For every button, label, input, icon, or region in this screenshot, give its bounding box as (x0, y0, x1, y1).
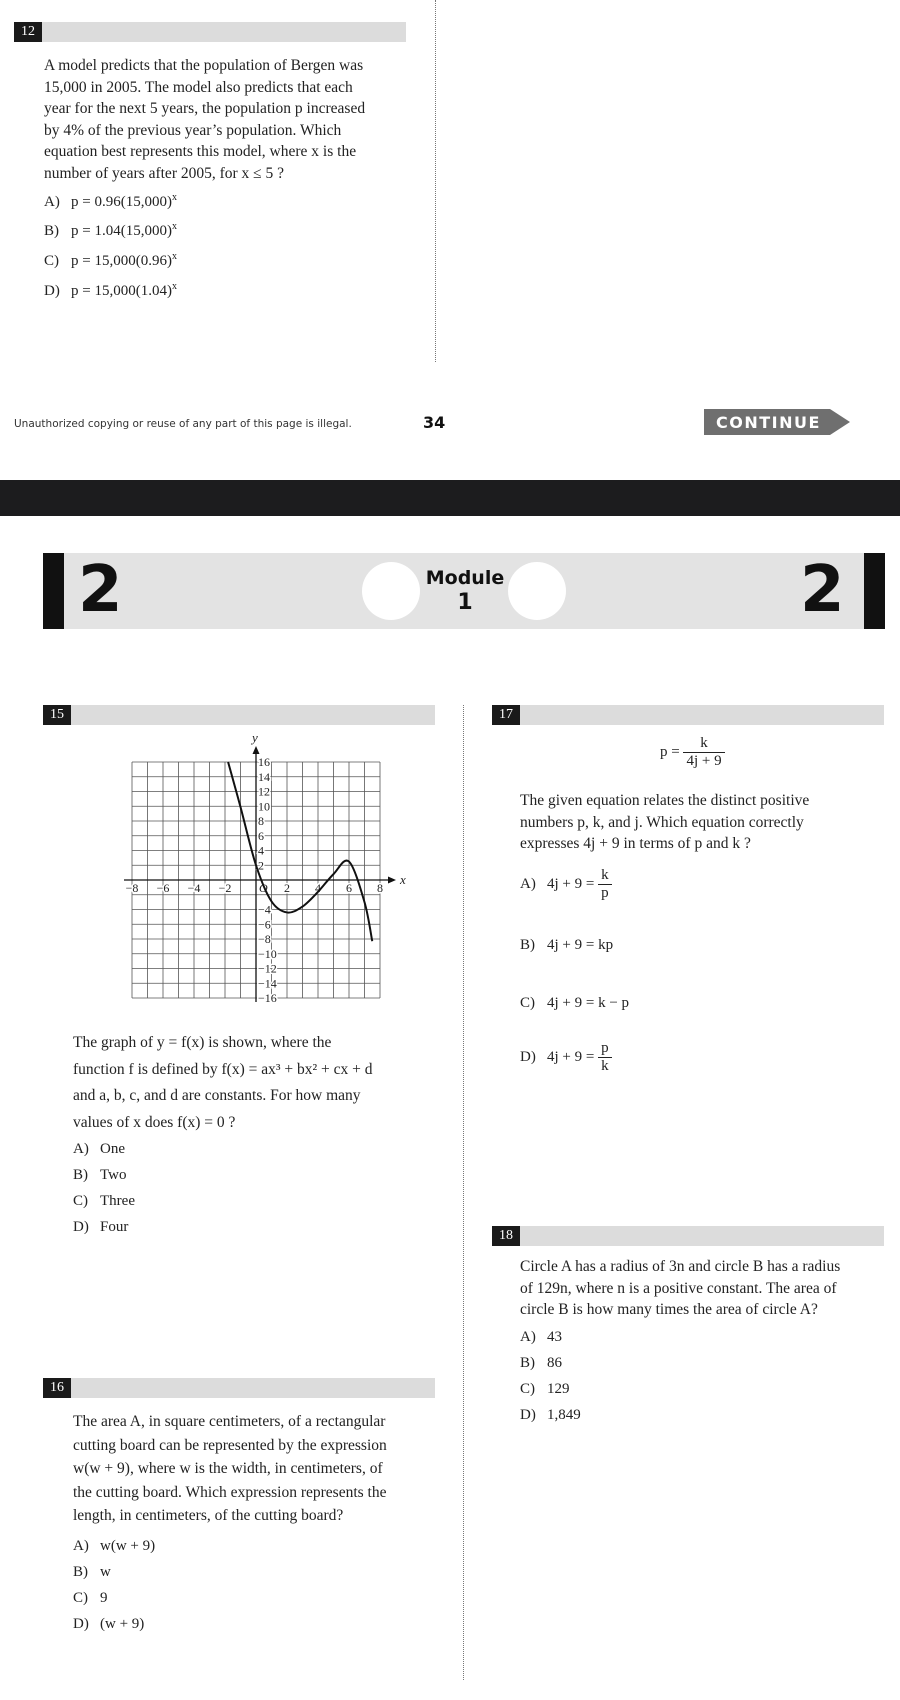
q18-header-bar (492, 1226, 884, 1246)
x-tick-label: −2 (218, 881, 232, 895)
q17-given-equation (660, 735, 725, 770)
y-tick-label: −14 (258, 976, 277, 991)
equation-lhs: p = (660, 744, 680, 760)
fraction-numerator: k (598, 867, 612, 885)
choice-letter: A) (73, 1141, 89, 1157)
q18-line: of 129n, where n is a positive constant. The area of (520, 1279, 837, 1297)
y-tick-label: −12 (258, 961, 277, 976)
choice-fraction (598, 867, 612, 902)
choice-exponent: x (171, 192, 177, 203)
choice-letter: D) (520, 1049, 536, 1065)
q18-line: Circle A has a radius of 3n and circle B has a radius (520, 1258, 841, 1275)
x-tick-label: 2 (284, 881, 290, 895)
q16-line: w(w + 9), where w is the width, in centimeters, of (73, 1460, 383, 1477)
choice-letter: A) (73, 1538, 89, 1554)
x-tick-label: −8 (125, 881, 139, 895)
y-tick-label: 14 (258, 769, 270, 784)
choice-letter: B) (44, 223, 59, 239)
choice-exponent: x (171, 251, 177, 262)
bottom-column-divider (463, 705, 464, 1680)
fraction-numerator: k (683, 735, 724, 753)
f-of-x-curve (228, 762, 372, 941)
y-tick-label: 10 (258, 799, 270, 814)
section-number-right: 2 (800, 553, 845, 627)
copyright-notice: Unauthorized copying or reuse of any part of this page is illegal. (14, 418, 352, 430)
choice-exponent: x (171, 281, 177, 292)
choice-letter: A) (520, 876, 536, 892)
choice-letter: C) (73, 1590, 88, 1606)
graph-curve-layer (228, 762, 372, 941)
q15-graph (112, 730, 406, 1010)
x-tick-label: 8 (377, 881, 383, 895)
choice-letter: B) (520, 937, 535, 953)
equation-fraction (683, 735, 724, 770)
q15-header-bar (43, 705, 435, 725)
q12-stem (44, 55, 414, 184)
fraction-denominator: k (601, 1058, 609, 1074)
q18-choice-a[interactable] (520, 1329, 562, 1346)
q12-choice-d[interactable] (44, 281, 177, 300)
choice-text: 9 (100, 1590, 108, 1606)
choice-text: 86 (547, 1355, 562, 1371)
choice-text: w (100, 1564, 111, 1580)
q15-choice-a[interactable] (73, 1141, 125, 1158)
q16-number: 16 (43, 1378, 71, 1398)
choice-text: 4j + 9 = k − p (547, 995, 630, 1011)
q16-line: cutting board can be represented by the expression (73, 1436, 387, 1454)
q16-choice-c[interactable] (73, 1590, 108, 1607)
continue-button[interactable] (704, 405, 850, 439)
y-tick-label: 4 (258, 843, 264, 858)
q16-line: The area A, in square centimeters, of a rectangular (73, 1413, 386, 1430)
y-tick-label: −10 (258, 946, 277, 961)
y-tick-label: 6 (258, 828, 264, 843)
q15-choice-c[interactable] (73, 1193, 135, 1210)
q17-choice-b[interactable] (520, 937, 613, 954)
choice-lhs: 4j + 9 = (547, 876, 595, 892)
q12-line: by 4% of the previous year’s population. Which (44, 121, 342, 139)
q17-number: 17 (492, 705, 520, 725)
origin-label: O (259, 881, 268, 895)
module-number: 1 (457, 590, 473, 615)
x-tick-label: 4 (315, 881, 321, 895)
q18-choice-d[interactable] (520, 1407, 581, 1424)
fraction-numerator: p (598, 1040, 612, 1058)
q15-line: function f is defined by f(x) = ax³ + bx² + cx + d (73, 1060, 373, 1078)
continue-label: CONTINUE (716, 413, 821, 432)
q18-choice-c[interactable] (520, 1381, 570, 1398)
q17-header-bar (492, 705, 884, 725)
choice-text: Three (100, 1193, 135, 1209)
y-axis-label: y (252, 730, 258, 745)
page-break-band (0, 480, 900, 516)
choice-letter: D) (520, 1407, 536, 1423)
choice-letter: C) (520, 995, 535, 1011)
y-tick-label: −4 (258, 902, 271, 917)
q17-choice-d[interactable] (520, 1040, 612, 1075)
section-left-bar (43, 553, 64, 629)
x-axis-label: x (400, 872, 406, 887)
q17-stem (520, 790, 890, 855)
x-tick-label: −4 (187, 881, 201, 895)
q16-line: the cutting board. Which expression represents the (73, 1483, 387, 1501)
q15-stem (73, 1030, 453, 1136)
choice-text: 129 (547, 1381, 570, 1397)
choice-letter: C) (44, 253, 59, 269)
choice-text: p = 0.96(15,000) (71, 194, 172, 210)
q15-line: values of x does f(x) = 0 ? (73, 1113, 236, 1131)
choice-text: Two (100, 1167, 127, 1183)
y-tick-label: −8 (258, 932, 271, 946)
choice-letter: A) (520, 1329, 536, 1345)
q16-choice-a[interactable] (73, 1538, 155, 1555)
q12-line: year for the next 5 years, the population p increased (44, 100, 366, 117)
choice-text: p = 1.04(15,000) (71, 223, 172, 239)
choice-letter: C) (520, 1381, 535, 1397)
q16-line: length, in centimeters, of the cutting board? (73, 1507, 344, 1524)
q16-header-bar (43, 1378, 435, 1398)
module-label: Module (425, 567, 505, 589)
y-tick-label: 16 (258, 755, 270, 769)
fraction-denominator: 4j + 9 (686, 753, 722, 769)
choice-letter: B) (73, 1564, 88, 1580)
q18-number: 18 (492, 1226, 520, 1246)
choice-letter: D) (73, 1219, 89, 1235)
y-tick-label: −6 (258, 917, 271, 932)
choice-text: w(w + 9) (100, 1538, 156, 1554)
q17-choice-c[interactable] (520, 995, 629, 1012)
choice-letter: B) (73, 1167, 88, 1183)
choice-exponent: x (171, 221, 177, 232)
fraction-denominator: p (601, 885, 609, 901)
q15-line: The graph of y = f(x) is shown, where the (73, 1034, 332, 1051)
q15-line: and a, b, c, and d are constants. For how many (73, 1087, 361, 1104)
y-axis-arrow (253, 746, 260, 754)
q17-choice-a[interactable] (520, 867, 612, 902)
choice-text: 1,849 (547, 1407, 581, 1423)
y-tick-label: −16 (258, 991, 277, 1005)
q12-line: A model predicts that the population of Bergen was (44, 57, 364, 74)
choice-text: p = 15,000(1.04) (71, 283, 172, 299)
q12-choice-a[interactable] (44, 192, 177, 211)
q15-choice-d[interactable] (73, 1219, 128, 1236)
q12-line: equation best represents this model, where x is the (44, 143, 357, 160)
q12-choice-c[interactable] (44, 251, 177, 270)
choice-text: (w + 9) (100, 1616, 145, 1632)
section-number-left: 2 (78, 553, 123, 627)
q17-line: The given equation relates the distinct positive (520, 792, 810, 809)
y-tick-label: 12 (258, 784, 270, 799)
page-number: 34 (423, 413, 446, 432)
choice-lhs: 4j + 9 = (547, 1049, 595, 1065)
choice-fraction (598, 1040, 612, 1075)
x-tick-label: 6 (346, 881, 352, 895)
x-tick-label: −6 (156, 881, 170, 895)
q12-choice-b[interactable] (44, 221, 177, 240)
choice-letter: B) (520, 1355, 535, 1371)
choice-text: 43 (547, 1329, 562, 1345)
choice-letter: C) (73, 1193, 88, 1209)
q12-line: 15,000 in 2005. The model also predicts that each (44, 78, 353, 96)
q17-line: expresses 4j + 9 in terms of p and k ? (520, 835, 751, 852)
q16-stem (73, 1410, 453, 1528)
choice-letter: D) (44, 283, 60, 299)
q18-line: circle B is how many times the area of circle A? (520, 1301, 818, 1318)
section-right-bar (864, 553, 885, 629)
q16-choice-b[interactable] (73, 1564, 111, 1581)
y-tick-label: 8 (258, 814, 264, 828)
top-column-divider (435, 0, 436, 362)
choice-text: Four (100, 1219, 129, 1235)
q12-number: 12 (14, 22, 42, 42)
q15-number: 15 (43, 705, 71, 725)
choice-letter: A) (44, 194, 60, 210)
q15-choice-b[interactable] (73, 1167, 126, 1184)
q16-choice-d[interactable] (73, 1616, 144, 1633)
choice-text: 4j + 9 = kp (547, 937, 614, 953)
q17-line: numbers p, k, and j. Which equation correctly (520, 813, 804, 831)
q18-stem (520, 1256, 895, 1321)
choice-letter: D) (73, 1616, 89, 1632)
q12-header-bar (14, 22, 406, 42)
q18-choice-b[interactable] (520, 1355, 562, 1372)
choice-text: p = 15,000(0.96) (71, 253, 172, 269)
q12-line: number of years after 2005, for x ≤ 5 ? (44, 164, 285, 182)
choice-text: One (100, 1141, 125, 1157)
y-tick-label: 2 (258, 858, 264, 873)
x-axis-arrow (388, 877, 396, 884)
